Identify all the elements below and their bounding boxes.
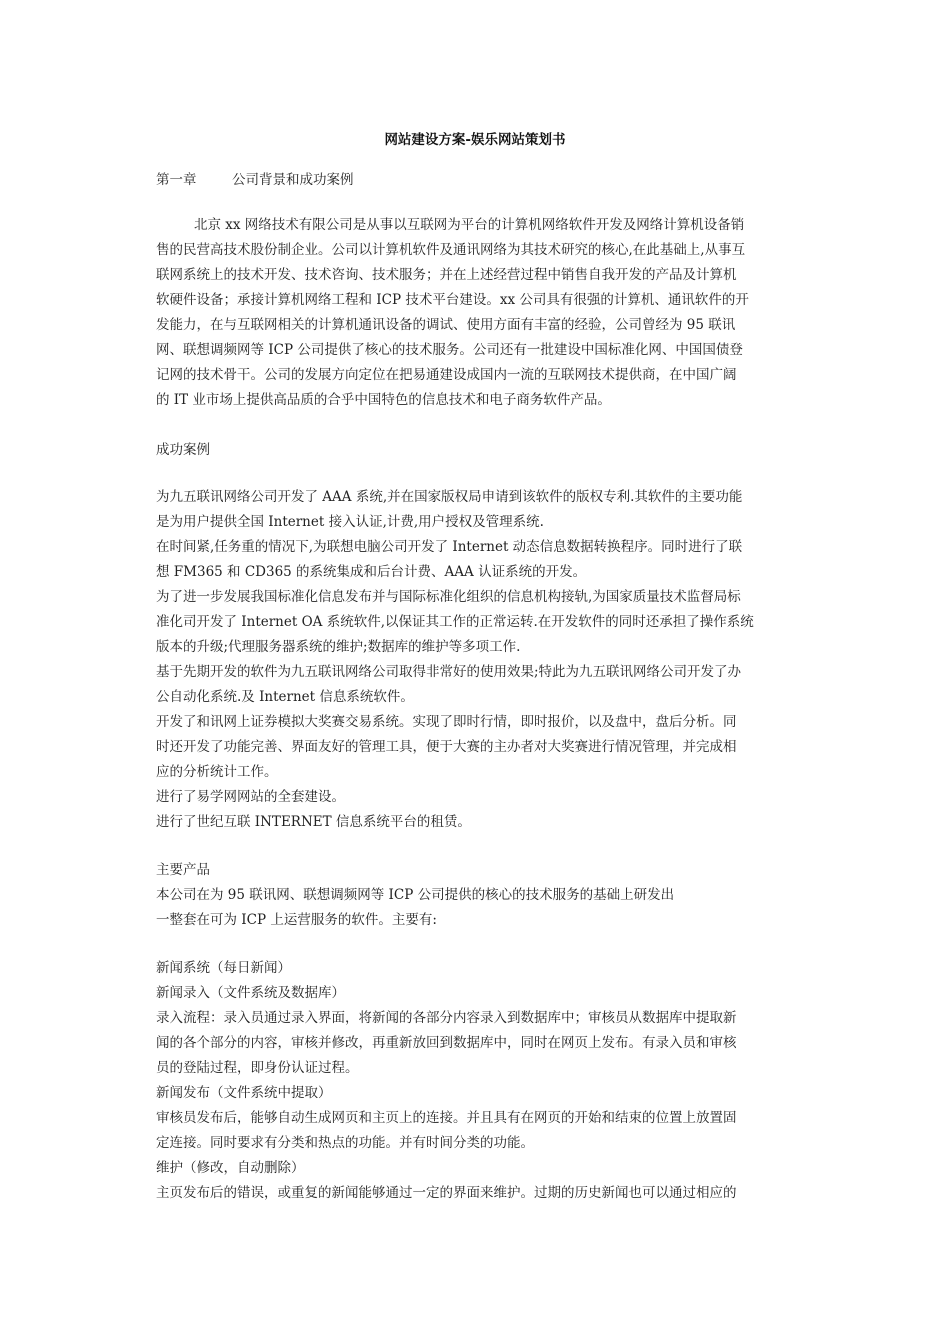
cases-paragraph — [156, 485, 788, 835]
paragraph-line: 进行了易学网网站的全套建设。 — [156, 789, 345, 805]
paragraph-line: 发能力，在与互联网相关的计算机通讯设备的调试、使用方面有丰富的经验，公司曾经为 95 联讯 — [156, 317, 736, 333]
paragraph-line: 审核员发布后，能够自动生成网页和主页上的连接。并且具有在网页的开始和结束的位置上放置固 — [156, 1110, 737, 1126]
paragraph-line: 闻的各个部分的内容，审核并修改，再重新放回到数据库中，同时在网页上发布。有录入员和审核 — [156, 1035, 737, 1051]
paragraph-line: 为了进一步发展我国标准化信息发布并与国际标准化组织的信息机构接轨,为国家质量技术监督局标 — [156, 589, 741, 605]
paragraph-line: 基于先期开发的软件为九五联讯网络公司取得非常好的使用效果;特此为九五联讯网络公司开发了办 — [156, 664, 742, 680]
chapter-title: 公司背景和成功案例 — [232, 172, 354, 188]
paragraph-line: 售的民营高技术股份制企业。公司以计算机软件及通讯网络为其技术研究的核心,在此基础上,从事互 — [156, 242, 746, 258]
subsection-heading: 新闻发布（文件系统中提取） — [156, 1085, 332, 1101]
products-section — [156, 858, 788, 933]
paragraph-line: 公自动化系统.及 Internet 信息系统软件。 — [156, 689, 414, 705]
paragraph-line: 为九五联讯网络公司开发了 AAA 系统,并在国家版权局申请到该软件的版权专利.其软件的主要功能 — [156, 489, 743, 505]
paragraph-line: 在时间紧,任务重的情况下,为联想电脑公司开发了 Internet 动态信息数据转换程序。同时进行了联 — [156, 539, 743, 555]
paragraph-line: 记网的技术骨干。公司的发展方向定位在把易通建设成国内一流的互联网技术提供商，在中国广阔 — [156, 367, 737, 383]
paragraph-line: 软硬件设备；承接计算机网络工程和 ICP 技术平台建设。xx 公司具有很强的计算机、通讯软件的开 — [156, 292, 749, 308]
paragraph-line: 进行了世纪互联 INTERNET 信息系统平台的租赁。 — [156, 814, 471, 830]
paragraph-line: 联网系统上的技术开发、技术咨询、技术服务；并在上述经营过程中销售自我开发的产品及计算机 — [156, 267, 737, 283]
cases-heading-block — [156, 438, 788, 463]
intro-paragraph — [156, 213, 788, 413]
paragraph-line: 北京 xx 网络技术有限公司是从事以互联网为平台的计算机网络软件开发及网络计算机设备销 — [194, 217, 745, 233]
paragraph-line: 准化司开发了 Internet OA 系统软件,以保证其工作的正常运转.在开发软件的同时还承担了操作系统 — [156, 614, 754, 630]
paragraph-line: 开发了和讯网上证券模拟大奖赛交易系统。实现了即时行情，即时报价，以及盘中，盘后分析。同 — [156, 714, 737, 730]
paragraph-line: 本公司在为 95 联讯网、联想调频网等 ICP 公司提供的核心的技术服务的基础上研发出 — [156, 887, 675, 903]
subsection-heading: 新闻录入（文件系统及数据库） — [156, 985, 345, 1001]
subsection-heading: 维护（修改，自动删除） — [156, 1160, 305, 1176]
paragraph-line: 想 FM365 和 CD365 的系统集成和后台计费、AAA 认证系统的开发。 — [156, 564, 587, 580]
paragraph-line: 录入流程：录入员通过录入界面，将新闻的各部分内容录入到数据库中；审核员从数据库中提取新 — [156, 1010, 737, 1026]
paragraph-line: 主页发布后的错误，或重复的新闻能够通过一定的界面来维护。过期的历史新闻也可以通过相应的 — [156, 1185, 737, 1201]
paragraph-line: 网、联想调频网等 ICP 公司提供了核心的技术服务。公司还有一批建设中国标准化网、中国国债登 — [156, 342, 743, 358]
paragraph-line: 时还开发了功能完善、界面友好的管理工具，便于大赛的主办者对大奖赛进行情况管理，并完成相 — [156, 739, 737, 755]
paragraph-line: 应的分析统计工作。 — [156, 764, 278, 780]
paragraph-line: 一整套在可为 ICP 上运营服务的软件。主要有: — [156, 912, 437, 928]
subsection-heading: 新闻系统（每日新闻） — [156, 960, 291, 976]
document-title: 网站建设方案-娱乐网站策划书 — [384, 132, 566, 148]
section-heading-products: 主要产品 — [156, 862, 210, 878]
chapter-label: 第一章 — [156, 172, 197, 188]
paragraph-line: 是为用户提供全国 Internet 接入认证,计费,用户授权及管理系统. — [156, 514, 544, 530]
chapter-heading — [156, 168, 788, 193]
paragraph-line: 员的登陆过程，即身份认证过程。 — [156, 1060, 359, 1076]
paragraph-line: 的 IT 业市场上提供高品质的合乎中国特色的信息技术和电子商务软件产品。 — [156, 392, 611, 408]
news-system-section — [156, 956, 788, 1206]
paragraph-line: 定连接。同时要求有分类和热点的功能。并有时间分类的功能。 — [156, 1135, 534, 1151]
paragraph-line: 版本的升级;代理服务器系统的维护;数据库的维护等多项工作. — [156, 639, 521, 655]
section-heading-cases: 成功案例 — [156, 442, 210, 458]
